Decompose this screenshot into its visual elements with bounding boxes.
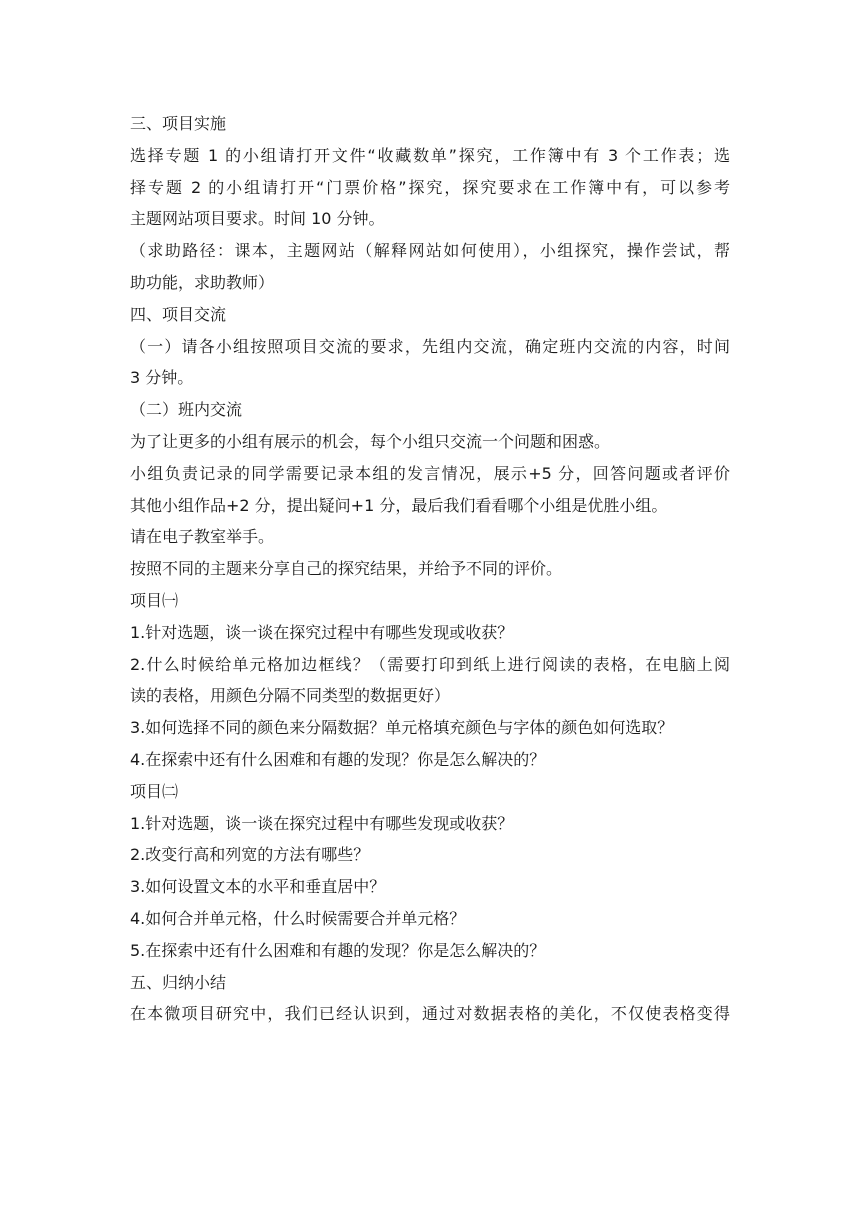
text-line: 1.针对选题，谈一谈在探究过程中有哪些发现或收获？	[130, 813, 514, 833]
text-line: 四、项目交流	[130, 304, 227, 324]
text-line: 1.针对选题，谈一谈在探究过程中有哪些发现或收获？	[130, 622, 514, 642]
text-line: 4.在探索中还有什么困难和有趣的发现？你是怎么解决的？	[130, 749, 546, 769]
text-line: 其他小组作品+2 分，提出疑问+1 分，最后我们看看哪个小组是优胜小组。	[130, 495, 668, 515]
text-line: 3.如何设置文本的水平和垂直居中？	[130, 877, 386, 897]
document-body	[130, 108, 730, 1030]
text-line: （求助路径：课本，主题网站（解释网站如何使用），小组探究，操作尝试，帮	[130, 241, 730, 261]
text-line: 在本微项目研究中，我们已经认识到，通过对数据表格的美化，不仅使表格变得	[130, 1004, 730, 1024]
text-line: 2.什么时候给单元格加边框线？（需要打印到纸上进行阅读的表格，在电脑上阅	[130, 654, 730, 674]
text-line: 选择专题 1 的小组请打开文件“收藏数单”探究，工作簿中有 3 个工作表；选	[130, 145, 730, 165]
text-line: 3.如何选择不同的颜色来分隔数据？单元格填充颜色与字体的颜色如何选取？	[130, 718, 674, 738]
text-line: （二）班内交流	[130, 400, 243, 420]
text-line: 项目㈡	[130, 781, 179, 801]
text-line: 4.如何合并单元格，什么时候需要合并单元格？	[130, 908, 466, 928]
text-line: 项目㈠	[130, 590, 179, 610]
text-line: 3 分钟。	[130, 368, 194, 388]
text-line: 助功能，求助教师）	[130, 272, 275, 292]
text-line: 请在电子教室举手。	[130, 527, 275, 547]
text-line: 主题网站项目要求。时间 10 分钟。	[130, 209, 385, 229]
text-line: 2.改变行高和列宽的方法有哪些？	[130, 845, 370, 865]
text-line: （一）请各小组按照项目交流的要求，先组内交流，确定班内交流的内容，时间	[130, 336, 730, 356]
text-line: 读的表格，用颜色分隔不同类型的数据更好）	[130, 686, 451, 706]
text-line: 5.在探索中还有什么困难和有趣的发现？你是怎么解决的？	[130, 940, 546, 960]
text-line: 按照不同的主题来分享自己的探究结果，并给予不同的评价。	[130, 559, 563, 579]
text-line: 为了让更多的小组有展示的机会，每个小组只交流一个问题和困惑。	[130, 431, 611, 451]
text-line: 三、项目实施	[130, 114, 227, 133]
text-line: 五、归纳小结	[130, 972, 227, 992]
text-line: 择专题 2 的小组请打开“门票价格”探究，探究要求在工作簿中有，可以参考	[130, 177, 730, 197]
text-line: 小组负责记录的同学需要记录本组的发言情况，展示+5 分，回答问题或者评价	[130, 463, 730, 483]
